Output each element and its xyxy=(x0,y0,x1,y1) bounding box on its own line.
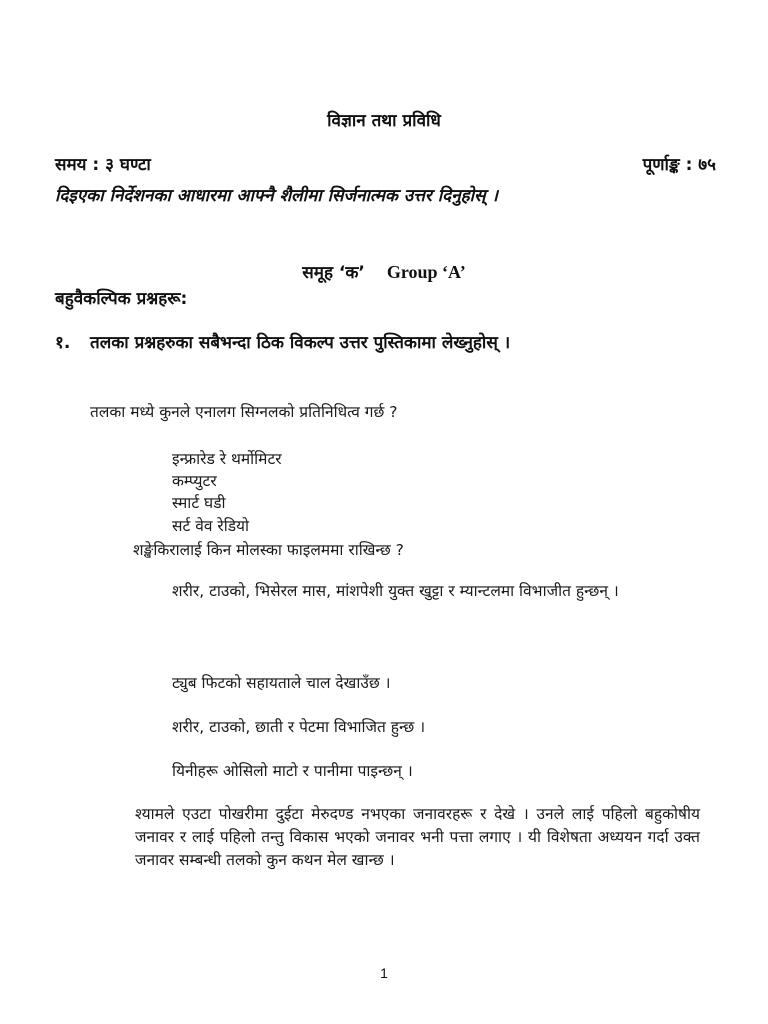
option-item: सर्ट वेव रेडियो xyxy=(172,517,250,535)
full-marks: पूर्णाङ्क : ७५ xyxy=(642,155,716,175)
question-instruction: तलका प्रश्नहरुका सबैभन्दा ठिक विकल्प उत्तर पुस्तिकामा लेख्नुहोस् । xyxy=(90,333,511,353)
sub-question-1: तलका मध्ये कुनले एनालग सिग्नलको प्रतिनिधित्व गर्छ ? xyxy=(90,403,398,421)
option-item: स्मार्ट घडी xyxy=(172,494,226,512)
page-number: 1 xyxy=(380,965,388,981)
question-paragraph: श्यामले एउटा पोखरीमा दुईटा मेरुदण्ड नभएका जनावरहरू र देखे । उनले लाई पहिलो बहुकोषीय जनावर र लाई पहिलो तन्तु विकास भएको जनावर भनी पत्ता लगाए । यी विशेषता अध्ययन गर्दा उक्त जनावर सम्बन्धी तलको कुन कथन मेल खान्छ । xyxy=(135,805,700,869)
exam-instruction: दिइएका निर्देशनका आधारमा आफ्नै शैलीमा सिर्जनात्मक उत्तर दिनुहोस् । xyxy=(55,186,498,206)
group-label-nepali: समूह ‘क’ xyxy=(302,263,365,283)
option-item: ट्युब फिटको सहायताले चाल देखाउँछ । xyxy=(172,674,391,692)
group-heading xyxy=(0,260,768,283)
option-item: कम्प्युटर xyxy=(172,472,217,490)
group-label-english: Group ‘A’ xyxy=(386,262,466,282)
section-title: बहुवैकल्पिक प्रश्नहरू: xyxy=(55,289,188,309)
exam-time: समय : ३ घण्टा xyxy=(55,155,151,175)
option-item: शरीर, टाउको, छाती र पेटमा विभाजित हुन्छ । xyxy=(172,718,426,736)
option-item: इन्फ्रारेड रे थर्मोमिटर xyxy=(172,450,282,468)
question-number: १. xyxy=(55,333,71,353)
sub-question-2: शङ्खेकिरालाई किन मोलस्का फाइलममा राखिन्छ ? xyxy=(133,541,404,559)
option-item: यिनीहरू ओसिलो माटो र पानीमा पाइन्छन् । xyxy=(172,762,413,780)
page-title: विज्ञान तथा प्रविधि xyxy=(327,111,441,131)
option-item: शरीर, टाउको, भिसेरल मास, मांशपेशी युक्त खुट्टा र म्यान्टलमा विभाजीत हुन्छन् । xyxy=(172,582,619,600)
